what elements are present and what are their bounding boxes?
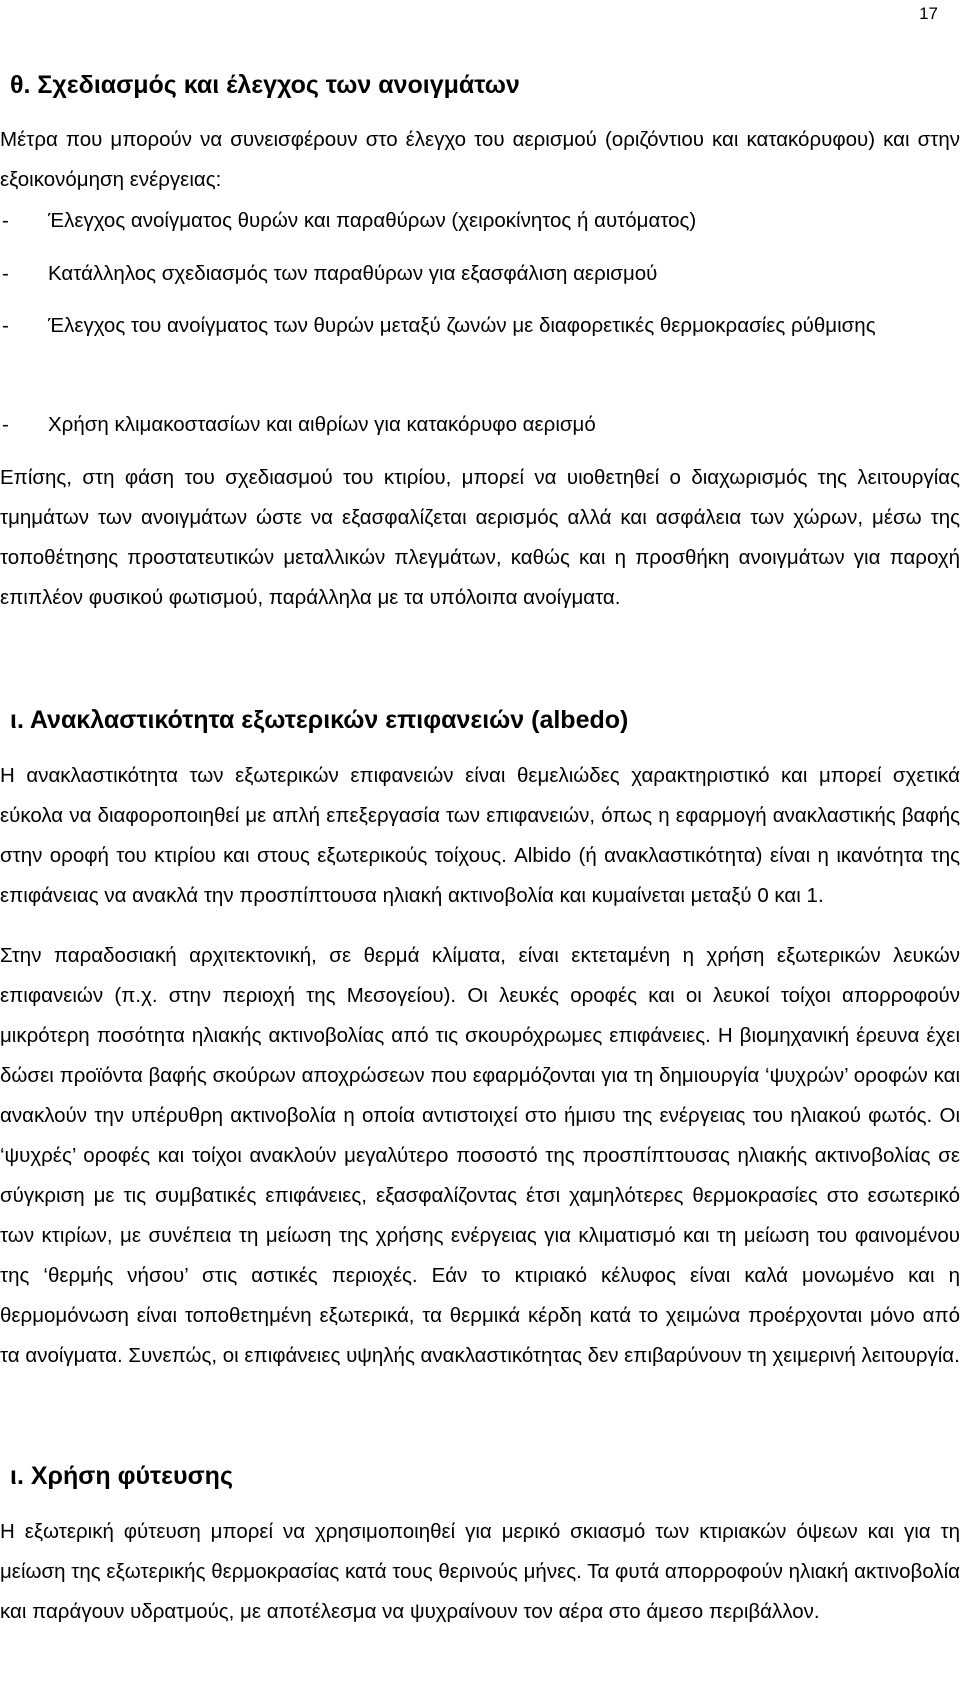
- section-heading-planting: ι. Χρήση φύτευσης: [10, 1462, 233, 1490]
- section-theta-intro: Μέτρα που μπορούν να συνεισφέρουν στο έλεγχο του αερισμού (οριζόντιου και κατακόρυφου) και στην εξοικονόμηση ενέργειας:: [0, 128, 960, 191]
- bullet-text: Χρήση κλιμακοστασίων και αιθρίων για κατακόρυφο αερισμό: [48, 413, 596, 436]
- bullet-text: Έλεγχος του ανοίγματος των θυρών μεταξύ ζωνών με διαφορετικές θερμοκρασίες ρύθμισης: [48, 314, 876, 337]
- bullet-dash: -: [2, 209, 9, 232]
- albedo-paragraph-1: Η ανακλαστικότητα των εξωτερικών επιφανειών είναι θεμελιώδες χαρακτηριστικό και μπορεί σχετικά εύκολα να διαφοροποιηθεί με απλή επεξεργασία των επιφανειών, όπως η εφαρμογή ανακλαστικής βαφής στην οροφή του κτιρίου και στους εξωτερικούς τοίχους. Albido (ή ανακλαστικότητα) είναι η ικανότητα της επιφάνειας να ανακλά την προσπίπτουσα ηλιακή ακτινοβολία και κυμαίνεται μεταξύ 0 και 1.: [0, 764, 960, 907]
- page-number: 17: [919, 4, 938, 23]
- section-heading-albedo: ι. Ανακλαστικότητα εξωτερικών επιφανειών (albedo): [10, 706, 629, 734]
- bullet-item: [0, 306, 960, 346]
- bullet-item: [0, 405, 960, 445]
- bullet-dash: -: [2, 314, 9, 337]
- planting-paragraph: Η εξωτερική φύτευση μπορεί να χρησιμοποιηθεί για μερικό σκιασμό των κτιριακών όψεων και για τη μείωση της εξωτερικής θερμοκρασίας κατά τους θερινούς μήνες. Τα φυτά απορροφούν ηλιακή ακτινοβολία και παράγουν υδρατμούς, με αποτέλεσμα να ψυχραίνουν τον αέρα στο άμεσο περιβάλλον.: [0, 1520, 960, 1623]
- bullet-text: Κατάλληλος σχεδιασμός των παραθύρων για εξασφάλιση αερισμού: [48, 262, 658, 285]
- bullet-dash: -: [2, 262, 9, 285]
- bullet-dash: -: [2, 413, 9, 436]
- section-theta-closing: Επίσης, στη φάση του σχεδιασμού του κτιρίου, μπορεί να υιοθετηθεί ο διαχωρισμός της λειτουργίας τμημάτων των ανοιγμάτων ώστε να εξασφαλίζεται αερισμός αλλά και ασφάλεια των χώρων, μέσω της τοποθέτησης προστατευτικών μεταλλικών πλεγμάτων, καθώς και η προσθήκη ανοιγμάτων για παροχή επιπλέον φυσικού φωτισμού, παράλληλα με τα υπόλοιπα ανοίγματα.: [0, 466, 960, 609]
- section-heading-theta: θ. Σχεδιασμός και έλεγχος των ανοιγμάτων: [10, 71, 520, 99]
- bullet-item: [0, 201, 960, 241]
- bullet-text: Έλεγχος ανοίγματος θυρών και παραθύρων (χειροκίνητος ή αυτόματος): [48, 209, 697, 232]
- albedo-paragraph-2: Στην παραδοσιακή αρχιτεκτονική, σε θερμά κλίματα, είναι εκτεταμένη η χρήση εξωτερικών λευκών επιφανειών (π.χ. στην περιοχή της Μεσογείου). Οι λευκές οροφές και οι λευκοί τοίχοι απορροφούν μικρότερη ποσότητα ηλιακής ακτινοβολίας από τις σκουρόχρωμες επιφάνειες. Η βιομηχανική έρευνα έχει δώσει προϊόντα βαφής σκούρων αποχρώσεων που εφαρμόζονται για τη δημιουργία ‘ψυχρών’ οροφών και ανακλούν την υπέρυθρη ακτινοβολία η οποία αντιστοιχεί στο ήμισυ της ενέργειας του ηλιακού φωτός. Οι ‘ψυχρές’ οροφές και τοίχοι ανακλούν μεγαλύτερο ποσοστό της προσπίπτουσας ηλιακής ακτινοβολίας σε σύγκριση με τις συμβατικές επιφάνειες, εξασφαλίζοντας έτσι χαμηλότερες θερμοκρασίες στο εσωτερικό των κτιρίων, με συνέπεια τη μείωση της χρήσης ενέργειας για κλιματισμό και τη μείωση του φαινομένου της ‘θερμής νήσου’ στις αστικές περιοχές. Εάν το κτιριακό κέλυφος είναι καλά μονωμένο και η θερμομόνωση είναι τοποθετημένη εξωτερικά, τα θερμικά κέρδη κατά το χειμώνα προέρχονται μόνο από τα ανοίγματα. Συνεπώς, οι επιφάνειες υψηλής ανακλαστικότητας δεν επιβαρύνουν τη χειμερινή λειτουργία.: [0, 944, 960, 1367]
- bullet-item: [0, 254, 960, 294]
